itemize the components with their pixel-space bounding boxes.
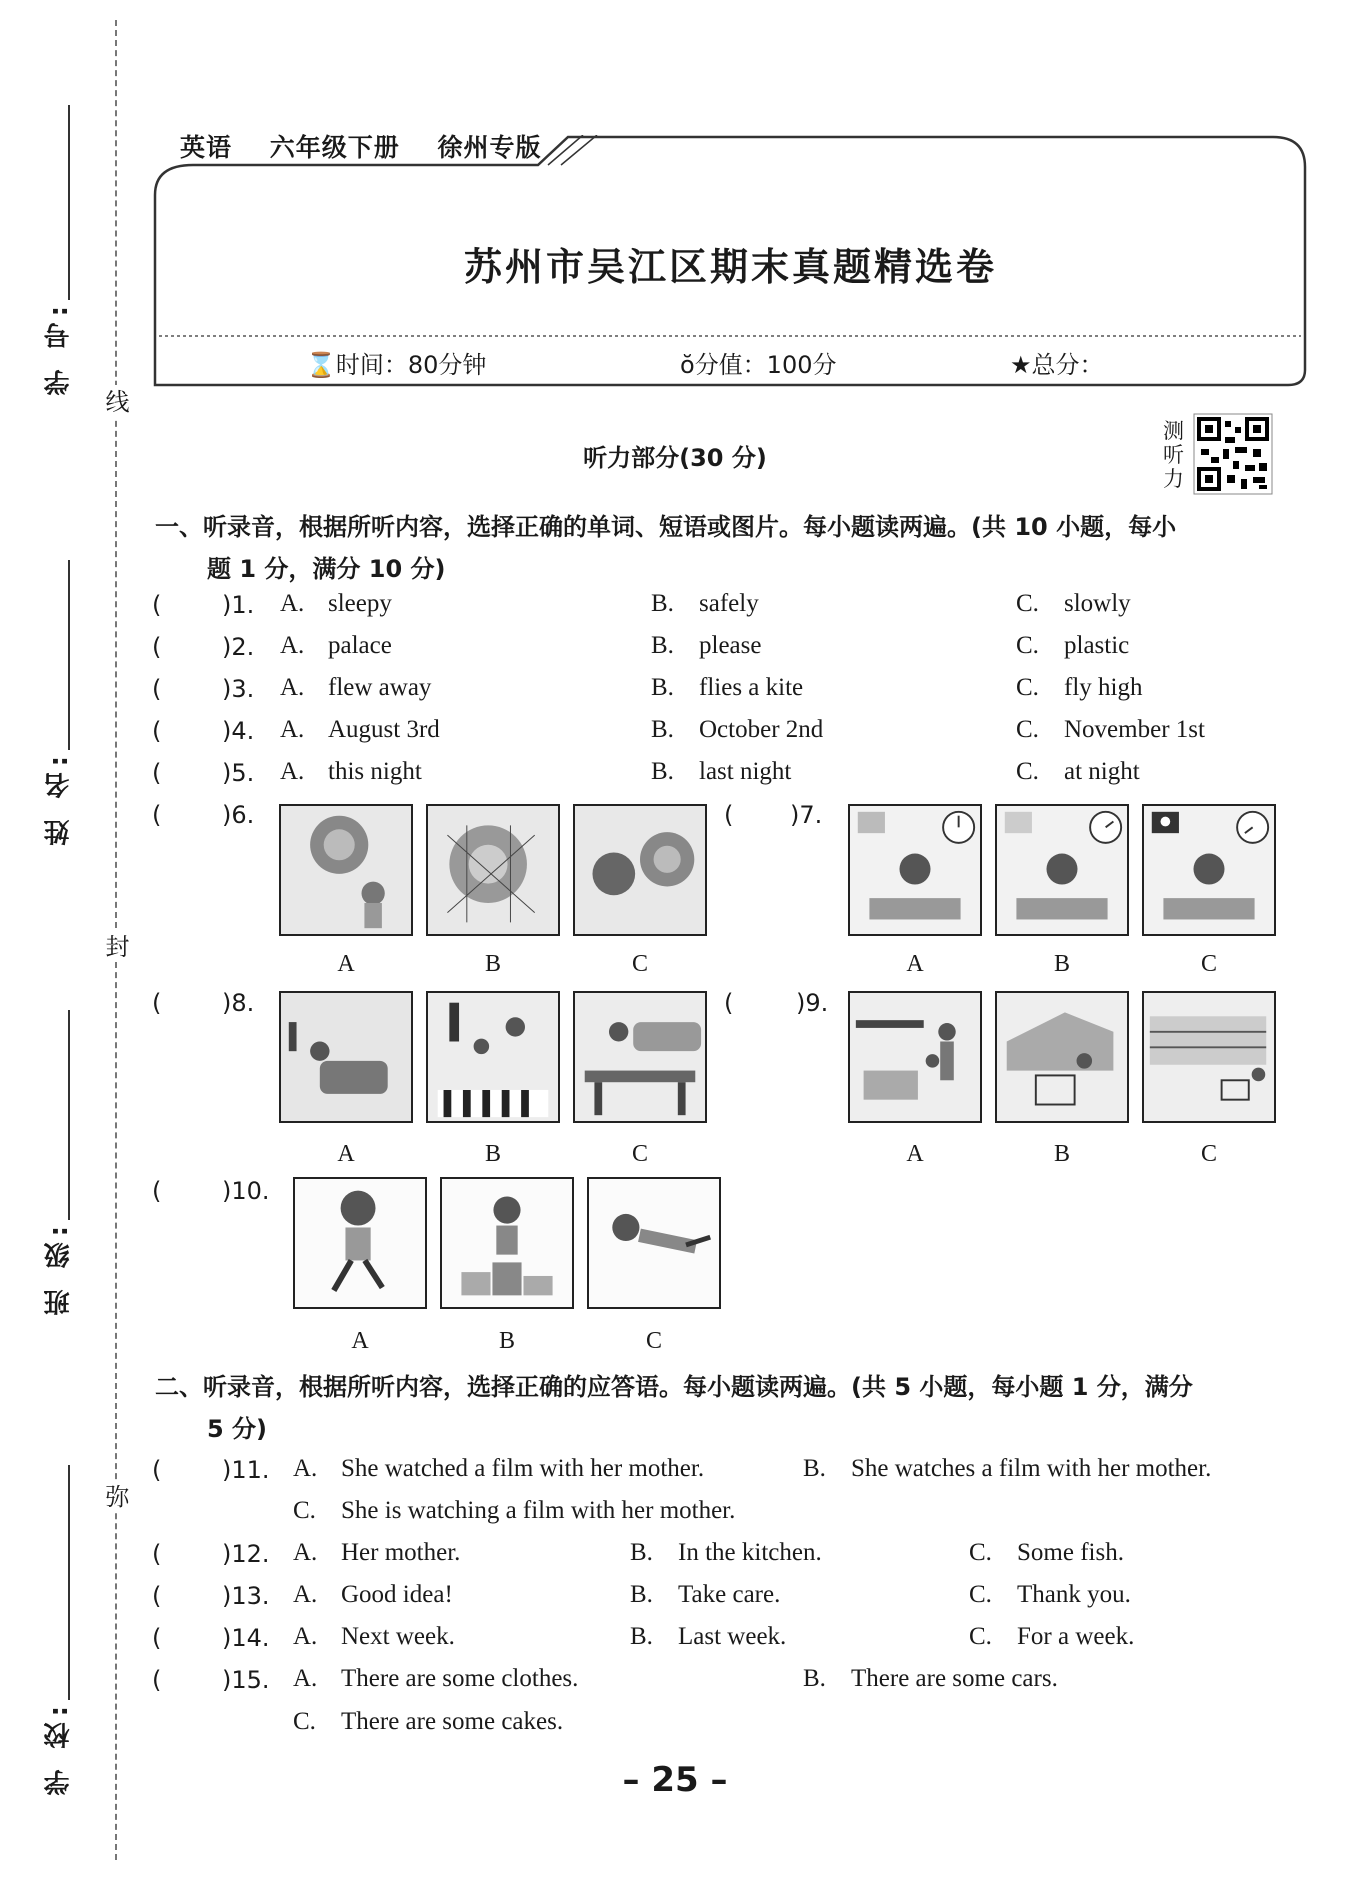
q7-picture-b[interactable] bbox=[995, 804, 1129, 936]
option-c[interactable]: C. For a week. bbox=[969, 1623, 1135, 1650]
q9-picture-c[interactable] bbox=[1142, 991, 1276, 1123]
school-blank[interactable] bbox=[68, 1465, 70, 1700]
q6-picture-a[interactable] bbox=[279, 804, 413, 936]
option-a[interactable]: A. August 3rd bbox=[280, 716, 440, 743]
picture-label-a: A bbox=[906, 1141, 924, 1167]
boy-jumping-barrier-illustration bbox=[575, 993, 705, 1121]
option-b[interactable]: B. Take care. bbox=[630, 1581, 781, 1608]
question-number: )1. bbox=[222, 591, 255, 619]
option-a[interactable]: A. Her mother. bbox=[293, 1539, 461, 1566]
exam-score: ŏ分值：100分 bbox=[680, 351, 837, 379]
section1-instruction bbox=[155, 506, 1305, 590]
q7-picture-c[interactable] bbox=[1142, 804, 1276, 936]
section2-instruction-line1: 二、听录音，根据所听内容，选择正确的应答语。每小题读两遍。(共 5 小题，每小题 1 分，满分 bbox=[155, 1373, 1193, 1401]
option-a[interactable]: A. Good idea! bbox=[293, 1581, 453, 1608]
qr-label: 测听力 bbox=[1163, 419, 1184, 491]
question-number: )13. bbox=[222, 1582, 270, 1610]
option-a[interactable]: A. There are some clothes. bbox=[293, 1665, 579, 1692]
q9-picture-a[interactable] bbox=[848, 991, 982, 1123]
shopping-cart-supermarket-illustration bbox=[997, 993, 1127, 1121]
picture-label-b: B bbox=[1053, 951, 1070, 977]
option-c[interactable]: C. slowly bbox=[1016, 590, 1131, 617]
option-c[interactable]: C. Some fish. bbox=[969, 1539, 1124, 1566]
supermarket-shelves-illustration bbox=[1144, 993, 1274, 1121]
option-b[interactable]: B. In the kitchen. bbox=[630, 1539, 822, 1566]
boy-dinner-clock-illustration bbox=[1144, 806, 1274, 934]
option-a[interactable]: A. flew away bbox=[280, 674, 432, 701]
girl-winning-podium-illustration bbox=[442, 1179, 572, 1307]
q8-picture-c[interactable] bbox=[573, 991, 707, 1123]
boy-breakfast-clock-illustration bbox=[850, 806, 980, 934]
answer-bracket[interactable]: ( bbox=[152, 1582, 162, 1610]
exam-time: ⌛时间：80分钟 bbox=[306, 351, 487, 379]
picture-label-c: C bbox=[631, 1141, 648, 1167]
question-number: )8. bbox=[222, 989, 255, 1017]
q8-picture-b[interactable] bbox=[426, 991, 560, 1123]
question-number: )12. bbox=[222, 1540, 270, 1568]
lion-and-mouse-illustration bbox=[575, 806, 705, 934]
q6-picture-b[interactable] bbox=[426, 804, 560, 936]
question-number: )6. bbox=[222, 801, 255, 829]
student-number-blank[interactable] bbox=[68, 105, 70, 300]
answer-bracket[interactable]: ( bbox=[152, 675, 162, 703]
label-class: 班 级: bbox=[44, 1220, 74, 1316]
boy-running-illustration bbox=[295, 1179, 425, 1307]
seal-mark-feng: 封 bbox=[98, 930, 133, 962]
seal-mark-mi: 弥 bbox=[98, 1480, 133, 1512]
child-running-into-traffic-illustration bbox=[281, 993, 411, 1121]
picture-label-a: A bbox=[351, 1328, 369, 1354]
answer-bracket[interactable]: ( bbox=[152, 1177, 162, 1205]
picture-label-c: C bbox=[1200, 1141, 1217, 1167]
q9-picture-b[interactable] bbox=[995, 991, 1129, 1123]
crossing-at-crosswalk-illustration bbox=[428, 993, 558, 1121]
question-number: )11. bbox=[222, 1456, 270, 1484]
class-blank[interactable] bbox=[68, 1010, 70, 1220]
label-school: 学 校: bbox=[44, 1700, 74, 1796]
lion-in-net-illustration bbox=[428, 806, 558, 934]
option-c[interactable]: C. plastic bbox=[1016, 632, 1130, 659]
listening-section-title: 听力部分(30 分) bbox=[583, 444, 767, 472]
label-name: 姓 名: bbox=[44, 750, 74, 846]
option-c[interactable]: C. She is watching a film with her mother. bbox=[293, 1497, 736, 1524]
question-number: )5. bbox=[222, 759, 255, 787]
exam-total: ★总分： bbox=[1010, 351, 1104, 379]
section2-instruction bbox=[155, 1366, 1305, 1450]
answer-bracket[interactable]: ( bbox=[724, 801, 734, 829]
q10-picture-c[interactable] bbox=[587, 1177, 721, 1309]
option-b[interactable]: B. last night bbox=[651, 758, 792, 785]
question-number: )2. bbox=[222, 633, 255, 661]
section1-instruction-line2: 题 1 分，满分 10 分) bbox=[207, 555, 446, 583]
answer-bracket[interactable]: ( bbox=[152, 759, 162, 787]
option-c[interactable]: C. at night bbox=[1016, 758, 1140, 785]
picture-label-a: A bbox=[906, 951, 924, 977]
answer-bracket[interactable]: ( bbox=[152, 1666, 162, 1694]
answer-bracket[interactable]: ( bbox=[152, 591, 162, 619]
q6-picture-c[interactable] bbox=[573, 804, 707, 936]
picture-label-c: C bbox=[645, 1328, 662, 1354]
q7-picture-a[interactable] bbox=[848, 804, 982, 936]
option-a[interactable]: A. this night bbox=[280, 758, 422, 785]
option-a[interactable]: A. sleepy bbox=[280, 590, 392, 617]
q8-picture-a[interactable] bbox=[279, 991, 413, 1123]
family-at-market-illustration bbox=[850, 993, 980, 1121]
medal-icon: ŏ bbox=[680, 351, 695, 379]
option-a[interactable]: A. She watched a film with her mother. bbox=[293, 1455, 705, 1482]
option-a[interactable]: A. palace bbox=[280, 632, 392, 659]
answer-bracket[interactable]: ( bbox=[152, 1456, 162, 1484]
option-b[interactable]: B. flies a kite bbox=[651, 674, 804, 701]
q10-picture-b[interactable] bbox=[440, 1177, 574, 1309]
picture-label-c: C bbox=[631, 951, 648, 977]
option-b[interactable]: B. please bbox=[651, 632, 762, 659]
picture-label-b: B bbox=[484, 951, 501, 977]
star-icon: ★ bbox=[1010, 351, 1032, 379]
boy-lunch-clock-illustration bbox=[997, 806, 1127, 934]
qr-code-icon bbox=[1193, 413, 1273, 495]
answer-bracket[interactable]: ( bbox=[152, 1624, 162, 1652]
option-b[interactable]: B. Last week. bbox=[630, 1623, 787, 1650]
option-c[interactable]: C. November 1st bbox=[1016, 716, 1205, 743]
subject-label: 英语 bbox=[180, 133, 233, 162]
question-number: )15. bbox=[222, 1666, 270, 1694]
hourglass-icon: ⌛ bbox=[306, 351, 336, 379]
answer-bracket[interactable]: ( bbox=[724, 989, 734, 1017]
option-b[interactable]: B. There are some cars. bbox=[803, 1665, 1058, 1692]
section1-instruction-line1: 一、听录音，根据所听内容，选择正确的单词、短语或图片。每小题读两遍。(共 10 小题，每小 bbox=[155, 513, 1177, 541]
option-c[interactable]: C. There are some cakes. bbox=[293, 1708, 564, 1735]
picture-label-b: B bbox=[1053, 1141, 1070, 1167]
label-student-number: 学 号: bbox=[44, 300, 74, 396]
picture-label-a: A bbox=[337, 951, 355, 977]
edition-label: 徐州专版 bbox=[437, 133, 542, 162]
picture-label-c: C bbox=[1200, 951, 1217, 977]
qr-code[interactable] bbox=[1163, 413, 1273, 495]
option-b[interactable]: B. She watches a film with her mother. bbox=[803, 1455, 1212, 1482]
q10-picture-a[interactable] bbox=[293, 1177, 427, 1309]
seal-mark-xian: 线 bbox=[98, 385, 133, 417]
option-b[interactable]: B. safely bbox=[651, 590, 759, 617]
option-c[interactable]: C. Thank you. bbox=[969, 1581, 1131, 1608]
option-c[interactable]: C. fly high bbox=[1016, 674, 1143, 701]
answer-bracket[interactable]: ( bbox=[152, 633, 162, 661]
question-number: )10. bbox=[222, 1177, 270, 1205]
grade-label: 六年级下册 bbox=[269, 133, 400, 162]
page-title: 苏州市吴江区期末真题精选卷 bbox=[463, 244, 997, 289]
picture-label-b: B bbox=[498, 1328, 515, 1354]
girl-falling-illustration bbox=[589, 1179, 719, 1307]
answer-bracket[interactable]: ( bbox=[152, 801, 162, 829]
page-number: – 25 – bbox=[622, 1760, 728, 1800]
picture-label-a: A bbox=[337, 1141, 355, 1167]
picture-label-b: B bbox=[484, 1141, 501, 1167]
question-number: )7. bbox=[790, 801, 823, 829]
option-a[interactable]: A. Next week. bbox=[293, 1623, 455, 1650]
lion-chasing-boy-illustration bbox=[281, 806, 411, 934]
question-number: )9. bbox=[796, 989, 829, 1017]
section2-instruction-line2: 5 分) bbox=[207, 1415, 268, 1443]
answer-bracket[interactable]: ( bbox=[152, 989, 162, 1017]
question-number: )3. bbox=[222, 675, 255, 703]
name-blank[interactable] bbox=[68, 560, 70, 750]
question-number: )4. bbox=[222, 717, 255, 745]
answer-bracket[interactable]: ( bbox=[152, 717, 162, 745]
answer-bracket[interactable]: ( bbox=[152, 1540, 162, 1568]
question-number: )14. bbox=[222, 1624, 270, 1652]
option-b[interactable]: B. October 2nd bbox=[651, 716, 824, 743]
